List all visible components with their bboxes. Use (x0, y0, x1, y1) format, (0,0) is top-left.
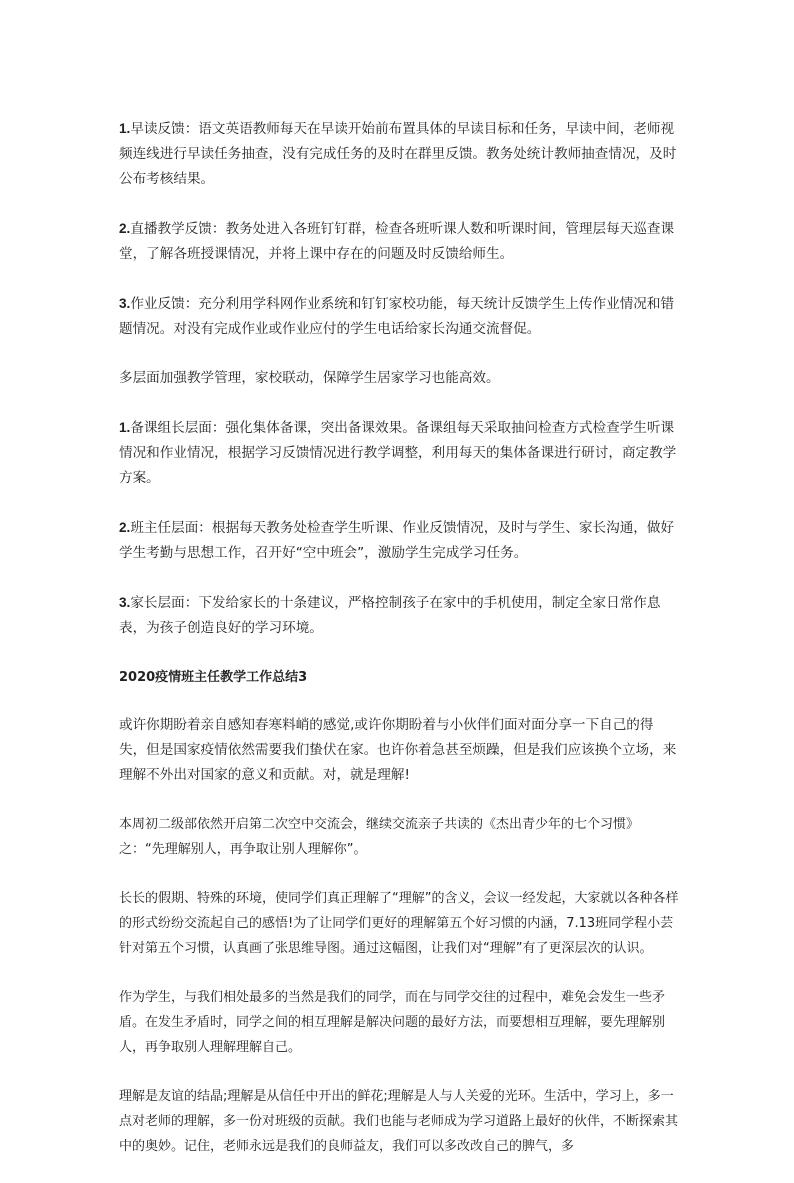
item-number: 1. (119, 420, 131, 435)
body-paragraph-5: 理解是友谊的结晶;理解是从信任中开出的鲜花;理解是人与人关爱的光环。生活中，学习上，多一点对老师的理解，多一份对班级的贡献。我们也能与老师成为学习道路上最好的伙伴，不断探索其中的奥妙。记住，老师永远是我们的良师益友，我们可以多改改自己的脾气，多 (119, 1089, 679, 1154)
item-text: 早读反馈：语文英语教师每天在早读开始前布置具体的早读目标和任务，早读中间，老师视频连线进行早读任务抽查，没有完成任务的及时在群里反馈。教务处统计教师抽查情况，及时公布考核结果。 (119, 121, 677, 187)
item-text: 备课组长层面：强化集体备课，突出备课效果。备课组每天采取抽问检查方式检查学生听课情况和作业情况，根据学习反馈情况进行教学调整，利用每天的集体备课进行研讨，商定教学方案。 (119, 420, 677, 486)
item-number: 2. (119, 221, 131, 236)
body-paragraph-4: 作为学生，与我们相处最多的当然是我们的同学，而在与同学交往的过程中，难免会发生一些矛盾。在发生矛盾时，同学之间的相互理解是解决问题的最好方法，而要想相互理解，要先理解别人，再争取别人理解理解自己。 (119, 990, 666, 1055)
item-number: 3. (119, 296, 131, 311)
body-paragraph-1: 或许你期盼着亲自感知春寒料峭的感觉,或许你期盼着与小伙伴们面对面分享一下自己的得失，但是国家疫情依然需要我们蛰伏在家。也许你着急甚至烦躁，但是我们应该换个立场，来理解不外出对国家的意义和贡献。对，就是理解! (119, 717, 677, 783)
body-paragraph-2: 本周初二级部依然开启第二次空中交流会，继续交流亲子共读的《杰出青少年的七个习惯》之：“先理解别人，再争取让别人理解你”。 (119, 817, 640, 857)
item-text: 班主任层面：根据每天教务处检查学生听课、作业反馈情况，及时与学生、家长沟通，做好学生考勤与思想工作，召开好“空中班会”，激励学生完成学习任务。 (119, 520, 675, 561)
management-item-parents (119, 590, 679, 641)
item-number: 2. (119, 520, 131, 535)
feedback-item-live-teaching (119, 216, 679, 267)
item-text: 作业反馈：充分利用学科网作业系统和钉钉家校功能，每天统计反馈学生上传作业情况和错题情况。对没有完成作业或作业应付的学生电话给家长沟通交流督促。 (119, 296, 675, 337)
section-title: 2020疫情班主任教学工作总结3 (119, 670, 308, 685)
intro-paragraph: 多层面加强教学管理，家校联动，保障学生居家学习也能高效。 (119, 370, 500, 386)
feedback-item-homework (119, 291, 679, 342)
management-item-class-teacher (119, 515, 679, 566)
management-item-lesson-group (119, 415, 679, 491)
item-text: 家长层面：下发给家长的十条建议，严格控制孩子在家中的手机使用，制定全家日常作息表，为孩子创造良好的学习环境。 (119, 595, 661, 636)
item-number: 1. (119, 121, 131, 136)
body-paragraph-3: 长长的假期、特殊的环境，使同学们真正理解了“理解”的含义，会议一经发起，大家就以各种各样的形式纷纷交流起自己的感悟!为了让同学们更好的理解第五个好习惯的内涵，7.13班同学程小芸针对第五个习惯，认真画了张思维导图。通过这幅图，让我们对“理解”有了更深层次的认识。 (119, 891, 679, 956)
item-number: 3. (119, 595, 131, 610)
document-body (119, 116, 679, 1183)
item-text: 直播教学反馈：教务处进入各班钉钉群，检查各班听课人数和听课时间，管理层每天巡查课堂，了解各班授课情况，并将上课中存在的问题及时反馈给师生。 (119, 221, 675, 262)
feedback-item-morning-reading (119, 116, 679, 192)
